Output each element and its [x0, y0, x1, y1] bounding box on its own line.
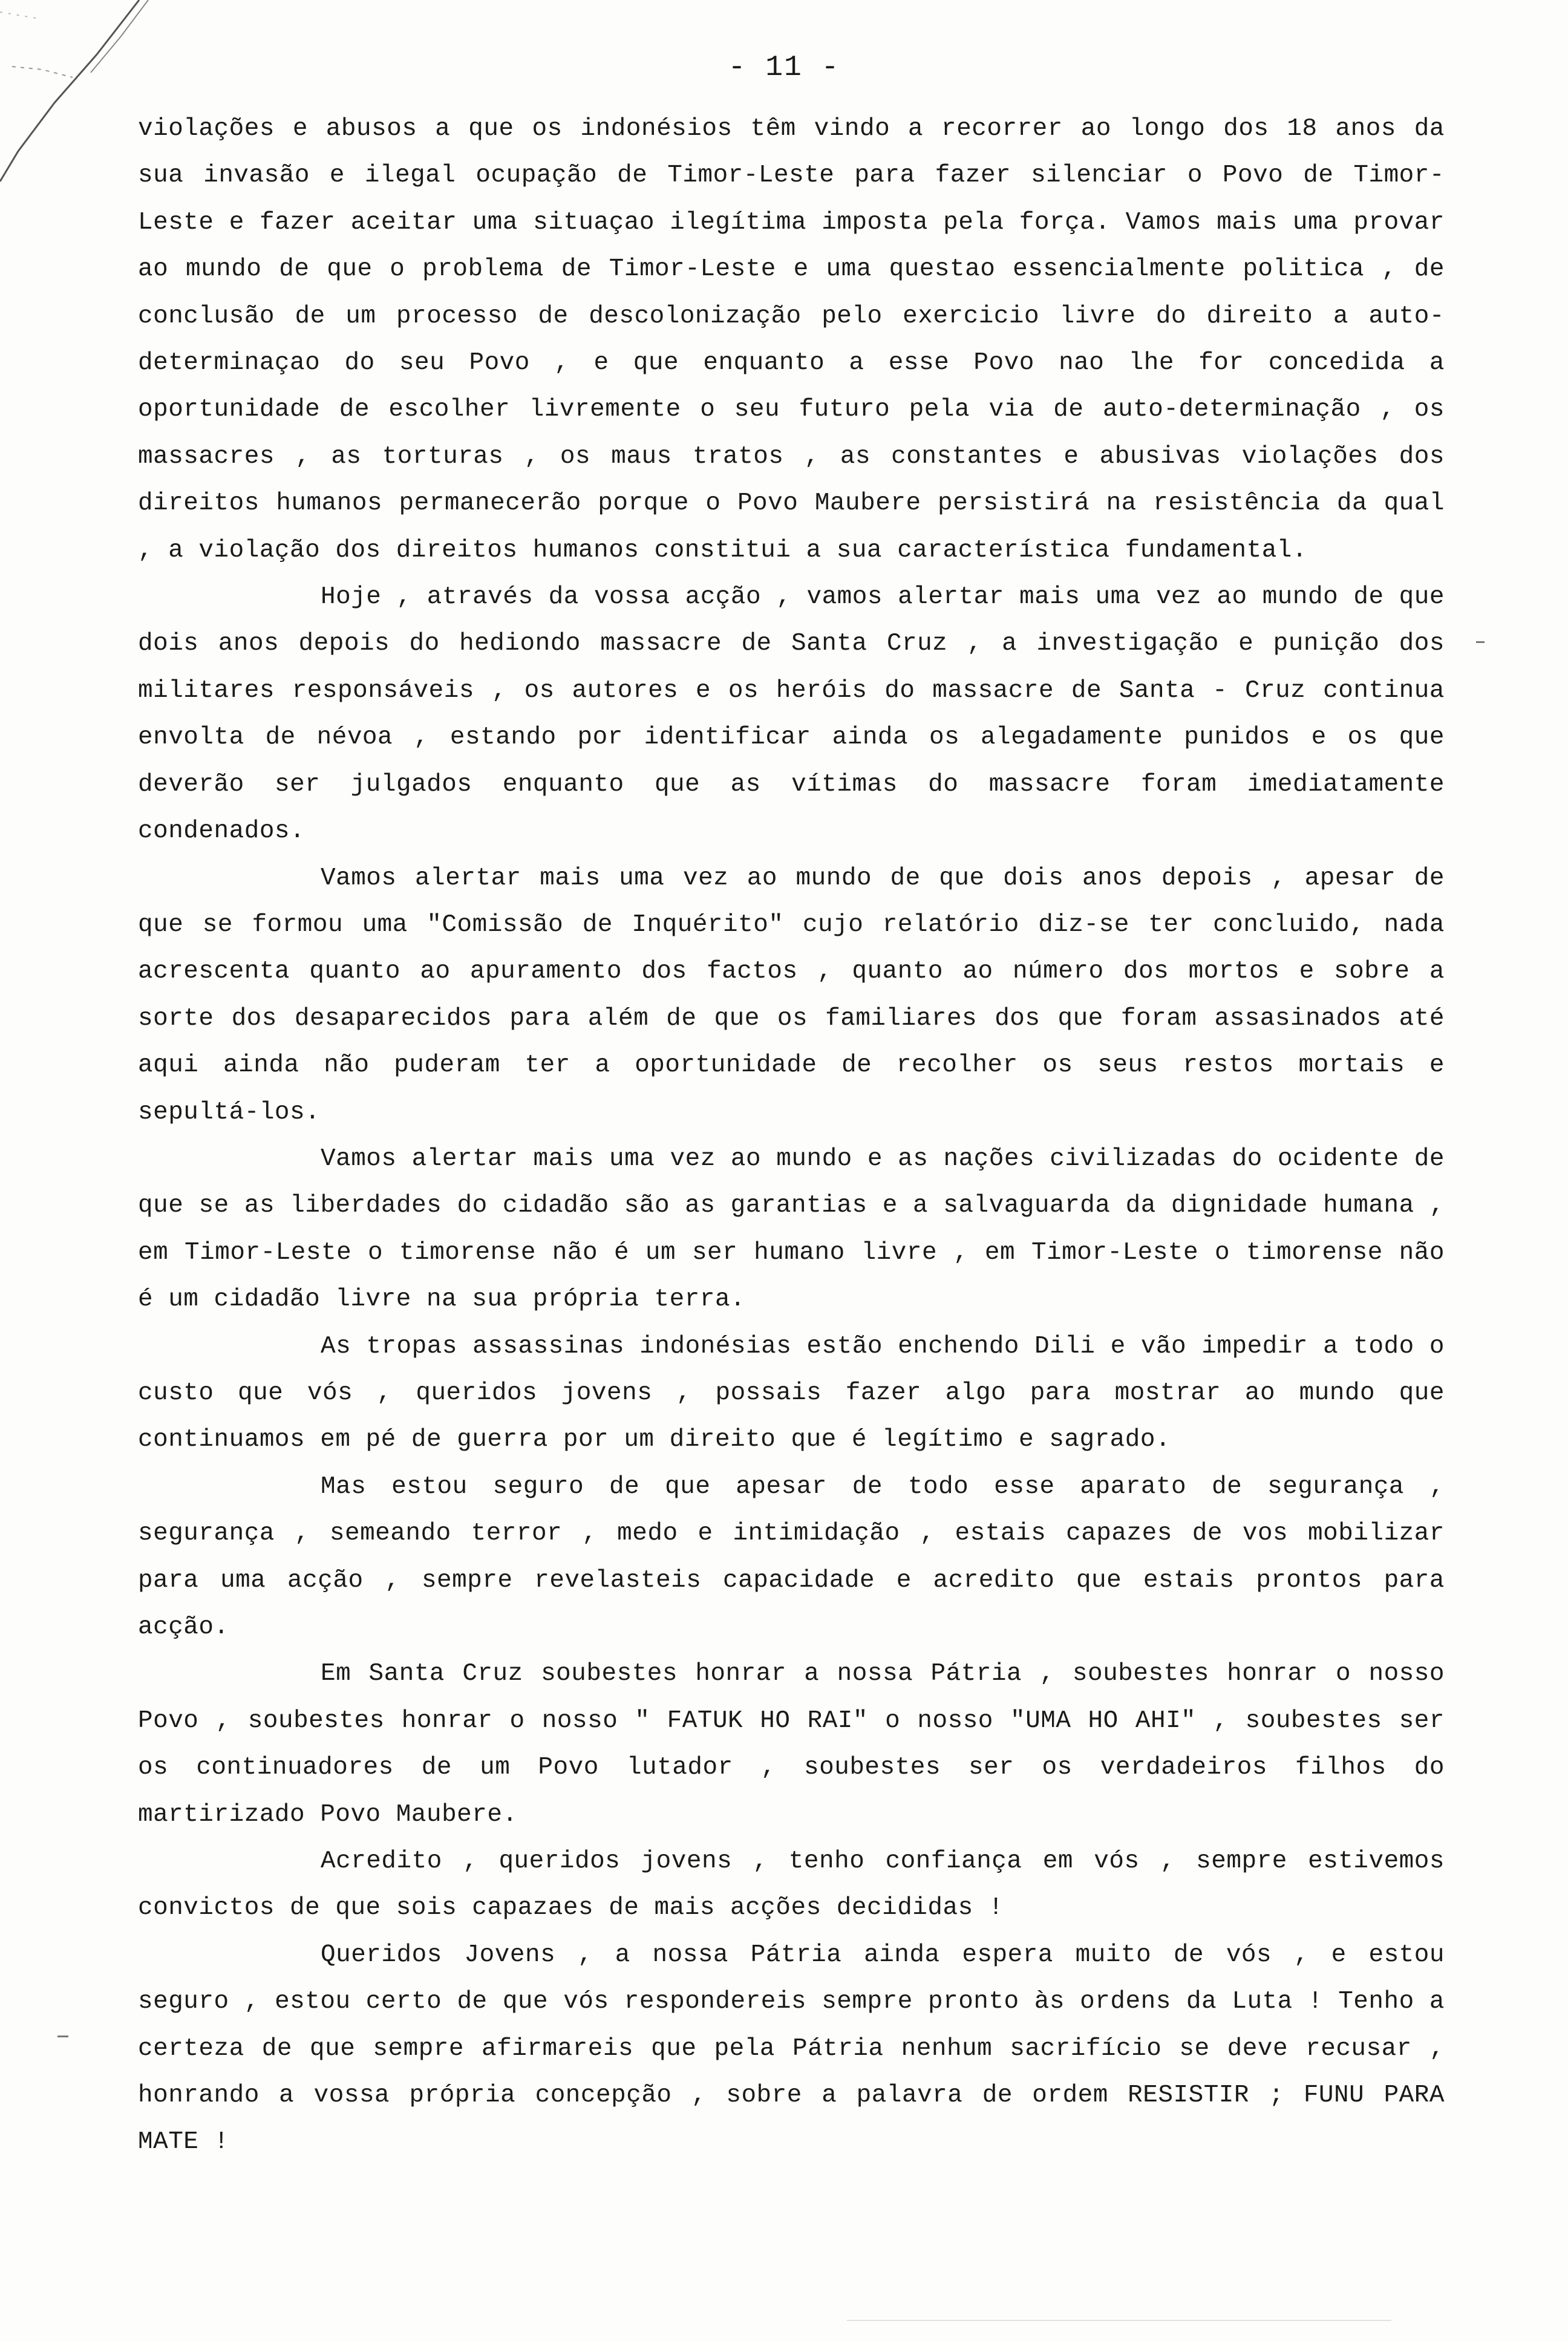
paragraph-3: Vamos alertar mais uma vez ao mundo de que dois anos depois , apesar de que se formou uma "Comissão de Inquérito" cujo relatório diz-se ter concluido, nada acrescenta quanto ao apuramento dos factos , quanto ao número dos mortos e sobre a sorte dos desaparecidos para além de que os familiares dos que foram assasinados até aqui ainda não puderam ter a oportunidade de recolher os seus restos mortais e sepultá-los.	[138, 864, 1445, 1126]
paragraph-7: Em Santa Cruz soubestes honrar a nossa Pátria , soubestes honrar o nosso Povo , soubestes honrar o nosso " FATUK HO RAI" o nosso "UMA HO AHI" , soubestes ser os continuadores de um Povo lutador , soubestes ser os verdadeiros filhos do martirizado Povo Maubere.	[138, 1660, 1445, 1829]
paragraph-6: Mas estou seguro de que apesar de todo esse aparato de segurança , segurança , semeando terror , medo e intimidação , estais capazes de vos mobilizar para uma acção , sempre revelasteis capacidade e acredito que estais prontos para acção.	[138, 1472, 1445, 1641]
margin-tick-right	[1476, 641, 1485, 643]
margin-tick-left	[57, 2036, 68, 2037]
paragraph-5: As tropas assassinas indonésias estão enchendo Dili e vão impedir a todo o custo que vós , queridos jovens , possais fazer algo para mostrar ao mundo que continuamos em pé de guerra por um direito que é legítimo e sagrado.	[138, 1332, 1445, 1454]
scan-edge-line	[847, 2320, 1391, 2321]
paragraph-4: Vamos alertar mais uma vez ao mundo e as nações civilizadas do ocidente de que se as liberdades do cidadão são as garantias e a salvaguarda da dignidade humana , em Timor-Leste o timorense não é um ser humano livre , em Timor-Leste o timorense não é um cidadão livre na sua própria terra.	[138, 1144, 1445, 1314]
paragraph-2: Hoje , através da vossa acção , vamos alertar mais uma vez ao mundo de que dois anos depois do hediondo massacre de Santa Cruz , a investigação e punição dos militares responsáveis , os autores e os heróis do massacre de Santa - Cruz continua envolta de névoa , estando por identificar ainda os alegadamente punidos e os que deverão ser julgados enquanto que as vítimas do massacre foram imediatamente condenados.	[138, 583, 1445, 846]
page-number: - 11 -	[728, 51, 840, 84]
document-body	[138, 106, 1445, 2166]
paragraph-9: Queridos Jovens , a nossa Pátria ainda espera muito de vós , e estou seguro , estou certo de que vós respondereis sempre pronto às ordens da Luta ! Tenho a certeza de que sempre afirmareis que pela Pátria nenhum sacrifício se deve recusar , honrando a vossa própria concepção , sobre a palavra de ordem RESISTIR ; FUNU PARA MATE !	[138, 1941, 1445, 2157]
paragraph-8: Acredito , queridos jovens , tenho confiança em vós , sempre estivemos convictos de que sois capazaes de mais acções decididas !	[138, 1847, 1445, 1922]
paragraph-1: violações e abusos a que os indonésios têm vindo a recorrer ao longo dos 18 anos da sua invasão e ilegal ocupação de Timor-Leste para fazer silenciar o Povo de Timor-Leste e fazer aceitar uma situaçao ilegítima imposta pela força. Vamos mais uma provar ao mundo de que o problema de Timor-Leste e uma questao essencialmente politica , de conclusão de um processo de descolonização pelo exercicio livre do direito a auto-determinaçao do seu Povo , e que enquanto a esse Povo nao lhe for concedida a oportunidade de escolher livremente o seu futuro pela via de auto-determinação , os massacres , as torturas , os maus tratos , as constantes e abusivas violações dos direitos humanos permanecerão porque o Povo Maubere persistirá na resistência da qual , a violação dos direitos humanos constitui a sua característica fundamental.	[138, 115, 1445, 564]
